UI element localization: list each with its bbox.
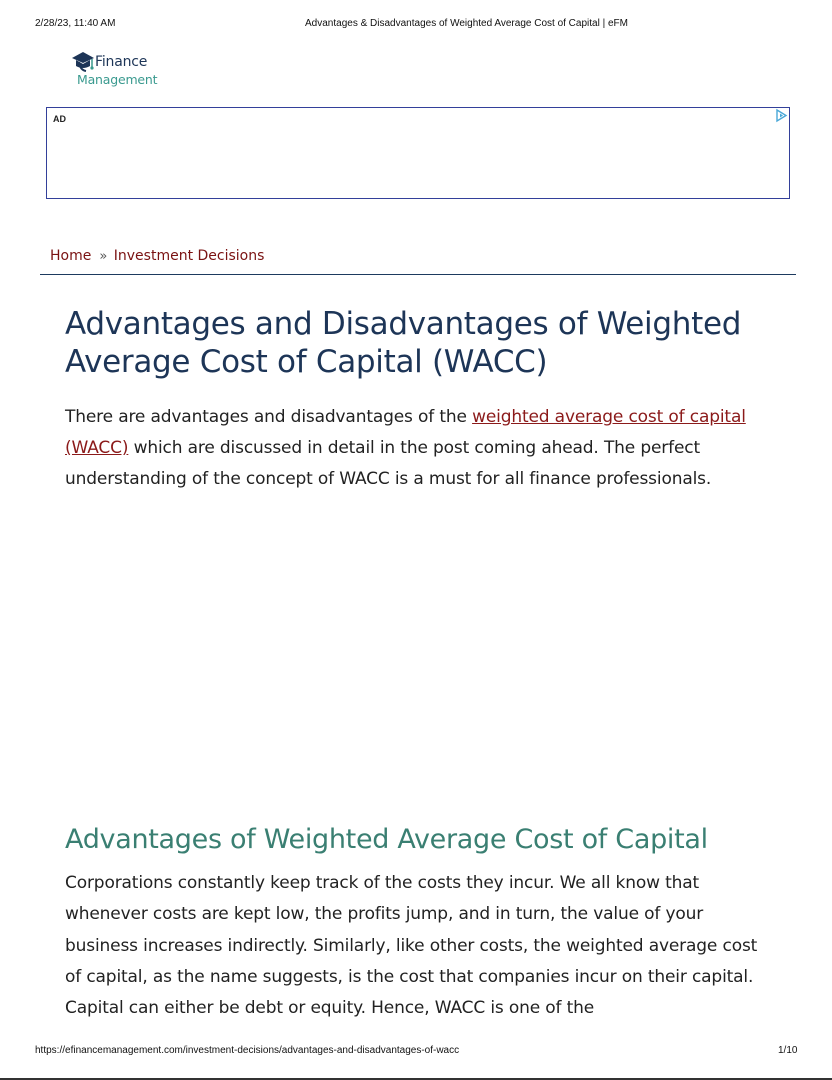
print-footer xyxy=(0,1045,832,1059)
breadcrumb-divider xyxy=(40,274,796,275)
print-page-number: 1/10 xyxy=(778,1045,798,1056)
print-page-title: Advantages & Disadvantages of Weighted Average Cost of Capital | eFM xyxy=(305,18,628,29)
ad-label: AD xyxy=(53,114,66,124)
breadcrumb-home-link[interactable]: Home xyxy=(50,248,92,264)
print-date: 2/28/23, 11:40 AM xyxy=(35,18,116,29)
page-title: Advantages and Disadvantages of Weighted Average Cost of Capital (WACC) xyxy=(65,306,742,380)
section-heading: Advantages of Weighted Average Cost of Capital xyxy=(65,824,708,855)
intro-text-end: which are discussed in detail in the post coming ahead. The perfect understanding of the concept of WACC is a must for all finance professionals. xyxy=(65,438,712,489)
print-header xyxy=(0,18,832,32)
wacc-link[interactable]: weighted average cost of capital (WACC) xyxy=(65,407,746,458)
section-paragraph: Corporations constantly keep track of the costs they incur. We all know that whenever costs are kept low, the profits jump, and in turn, the value of your business increases indirectly. Similarly, like other costs, the weighted average cost of capital, as the name suggests, is the cost that companies incur on their capital. Capital can either be debt or equity. Hence, WACC is one of the xyxy=(65,873,758,1019)
ad-choices-icon[interactable] xyxy=(774,108,789,123)
intro-paragraph xyxy=(65,402,785,495)
breadcrumb-separator: » xyxy=(99,249,108,264)
logo-text-management: Management xyxy=(77,72,158,87)
ad-banner[interactable] xyxy=(46,107,790,199)
site-logo[interactable] xyxy=(70,48,180,90)
print-url: https://efinancemanagement.com/investment-decisions/advantages-and-disadvantages-of-wacc xyxy=(35,1045,460,1056)
breadcrumb-category-link[interactable]: Investment Decisions xyxy=(113,248,265,264)
graduation-cap-icon xyxy=(70,50,96,74)
intro-text-start: There are advantages and disadvantages of the xyxy=(65,407,473,427)
logo-text-finance: Finance xyxy=(95,54,148,70)
breadcrumb xyxy=(50,248,264,264)
